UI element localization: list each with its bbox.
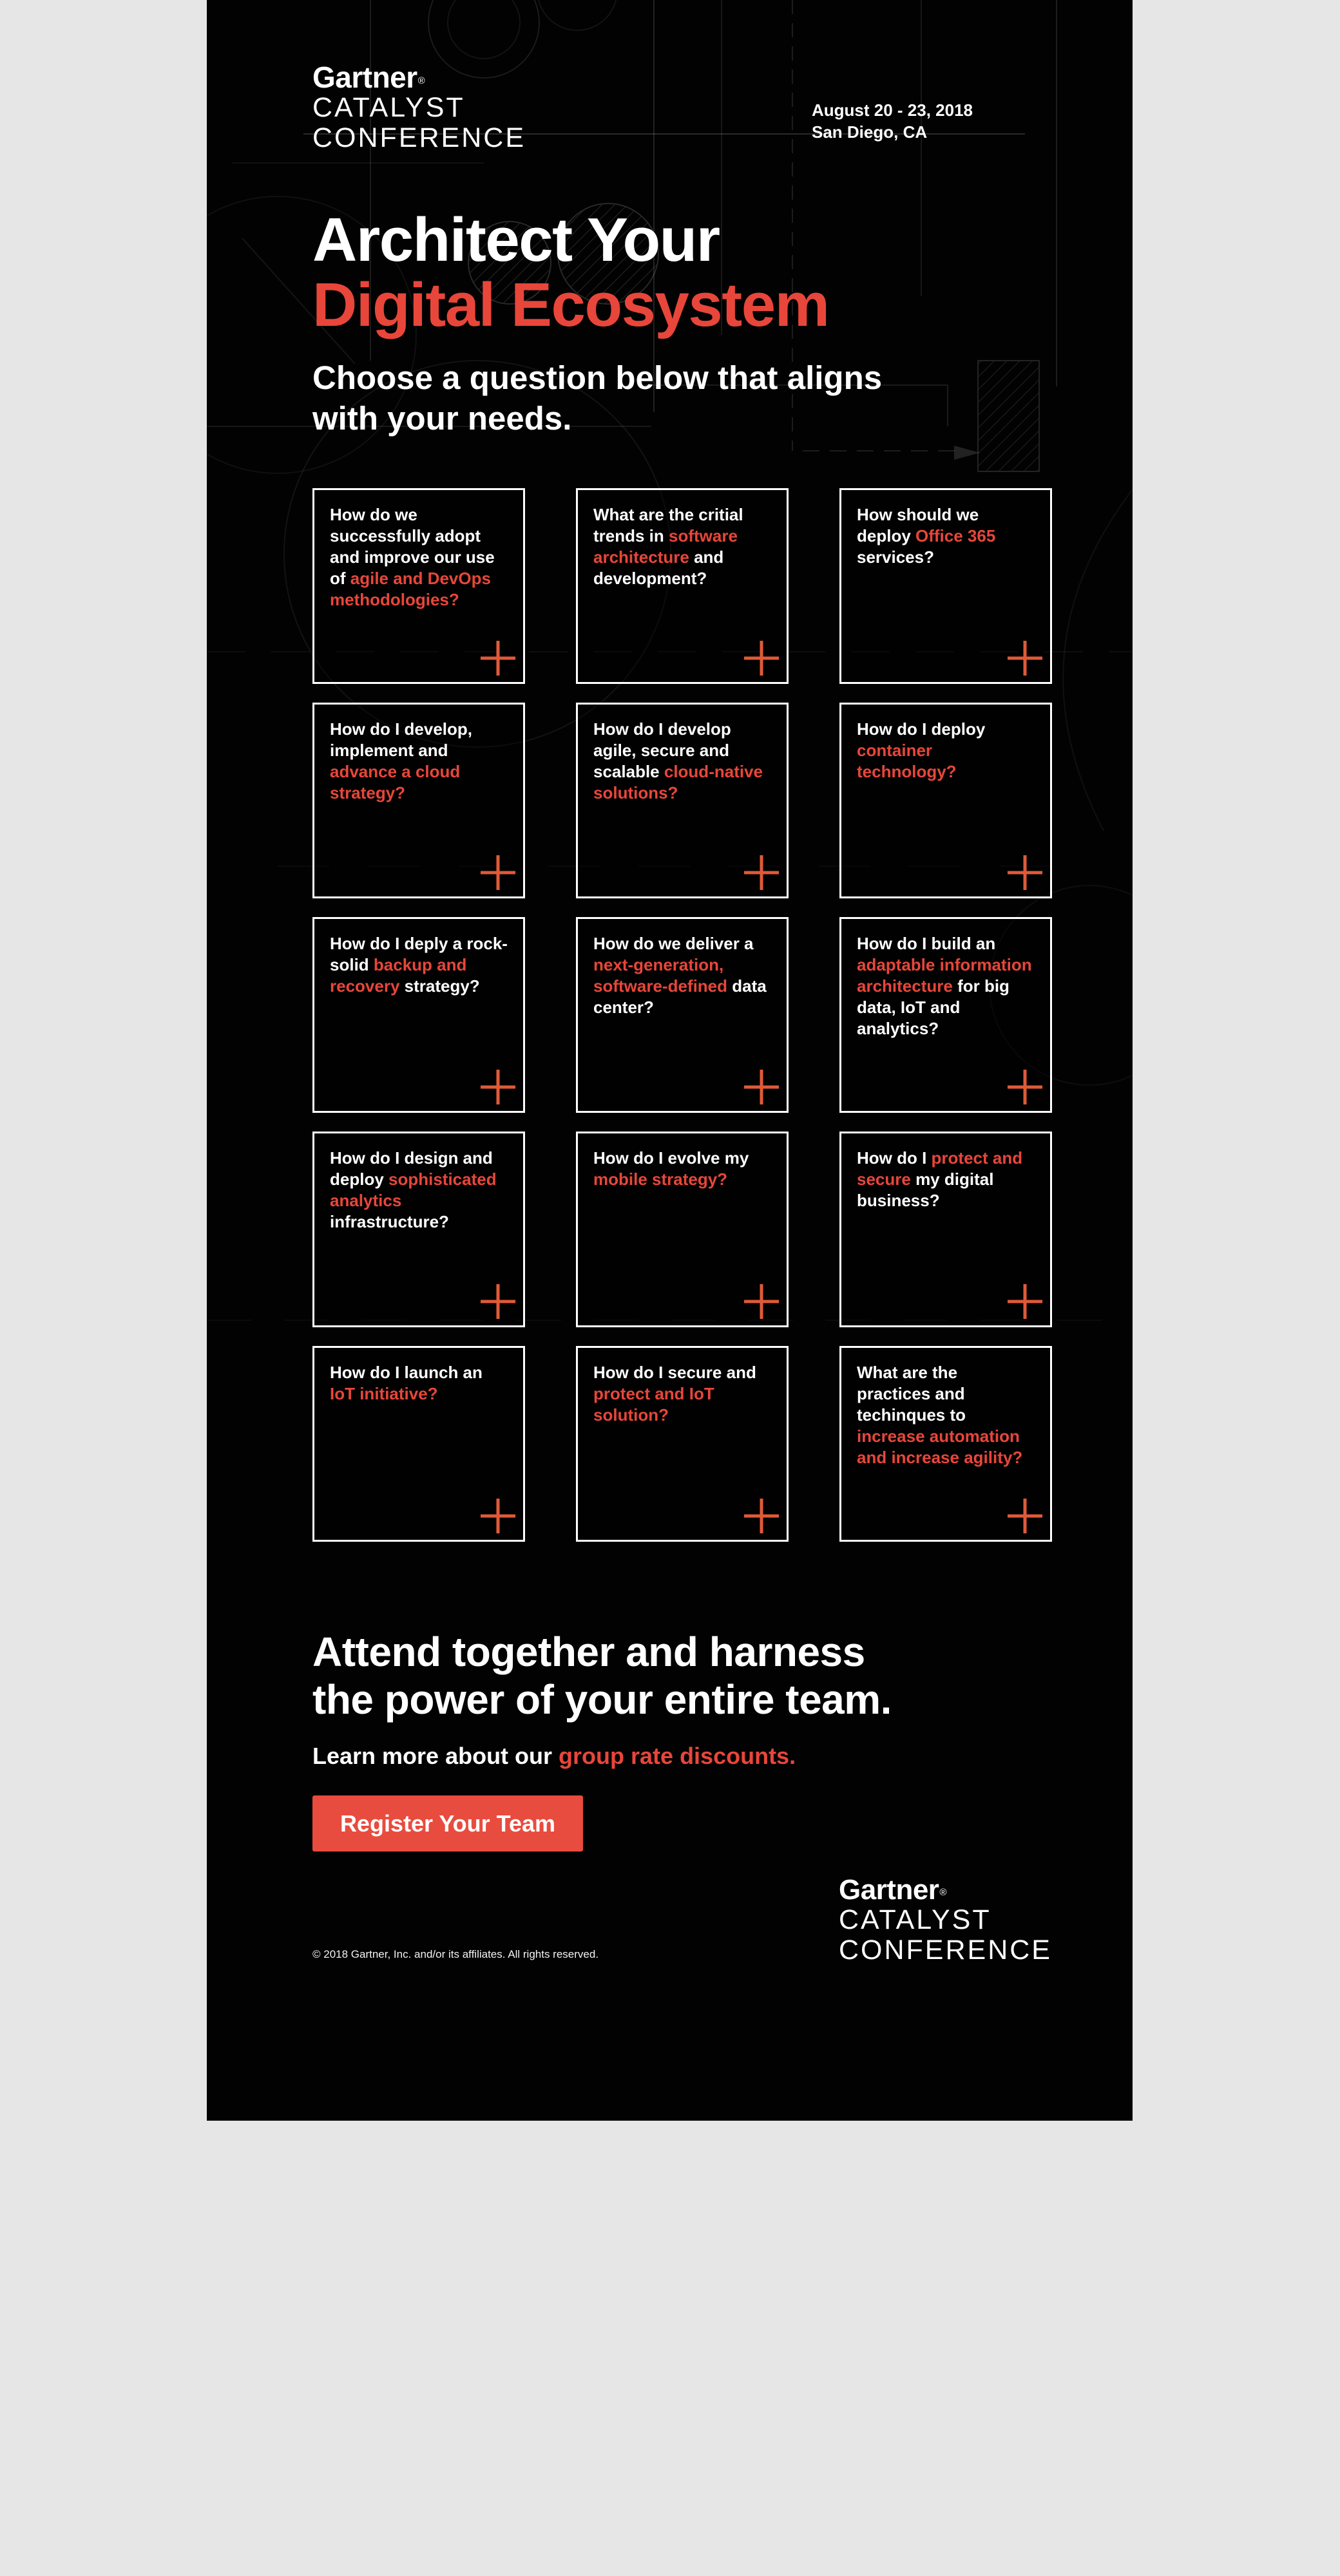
question-card[interactable] bbox=[312, 1346, 525, 1542]
question-card[interactable] bbox=[576, 703, 789, 898]
logo-line-catalyst: CATALYST bbox=[312, 92, 465, 123]
question-text-segment: container technology? bbox=[857, 741, 957, 782]
question-text bbox=[593, 1362, 771, 1426]
question-text-segment: How do I evolve my bbox=[593, 1148, 749, 1168]
plus-icon[interactable] bbox=[744, 855, 779, 890]
content bbox=[207, 0, 1133, 1965]
footer-logo-line-catalyst: CATALYST bbox=[838, 1904, 991, 1936]
plus-icon[interactable] bbox=[1008, 641, 1042, 676]
register-your-team-button[interactable]: Register Your Team bbox=[312, 1795, 583, 1852]
footer-registered-mark-icon: ® bbox=[939, 1887, 947, 1899]
copyright-notice: © 2018 Gartner, Inc. and/or its affiliates. All rights reserved. bbox=[312, 1948, 599, 1960]
question-text-segment: How do I develop agile, secure and scalable bbox=[593, 719, 731, 782]
logo-brand-text: Gartner bbox=[312, 61, 417, 94]
question-text bbox=[330, 504, 508, 611]
question-text-segment: How do I develop, implement and bbox=[330, 719, 473, 761]
question-text-segment: and development? bbox=[593, 547, 724, 589]
page-subtitle-line1: Choose a question below that aligns bbox=[312, 359, 883, 396]
question-text-segment: Office 365 bbox=[915, 526, 996, 546]
plus-icon[interactable] bbox=[481, 641, 515, 676]
question-text bbox=[330, 933, 508, 997]
question-card[interactable] bbox=[839, 1132, 1052, 1327]
plus-icon[interactable] bbox=[481, 1284, 515, 1319]
question-text bbox=[593, 1148, 771, 1190]
question-card[interactable] bbox=[576, 1346, 789, 1542]
footer bbox=[312, 1876, 1052, 1965]
question-text-segment: How do I deply a rock-solid bbox=[330, 934, 508, 975]
question-text-segment: How do I design and deploy bbox=[330, 1148, 493, 1189]
page-title-line1: Architect Your bbox=[312, 205, 720, 274]
plus-icon[interactable] bbox=[744, 1499, 779, 1533]
question-text-segment: cloud-native solutions? bbox=[593, 762, 763, 803]
question-text-segment: What are the practices and techinques to bbox=[857, 1363, 966, 1425]
footer-gartner-catalyst-logo bbox=[839, 1876, 1052, 1965]
question-card[interactable] bbox=[839, 488, 1052, 684]
question-card[interactable] bbox=[839, 917, 1052, 1113]
question-card[interactable] bbox=[312, 1132, 525, 1327]
page-background bbox=[207, 0, 1133, 2121]
event-date: August 20 - 23, 2018 bbox=[812, 100, 973, 120]
question-text bbox=[857, 1362, 1035, 1468]
question-text-segment: strategy? bbox=[399, 976, 480, 996]
event-date-location bbox=[812, 100, 973, 144]
plus-icon[interactable] bbox=[744, 1070, 779, 1104]
question-text-segment: my digital business? bbox=[857, 1170, 994, 1211]
learn-more-text: Learn more about our bbox=[312, 1743, 559, 1770]
question-text-segment: advance a cloud strategy? bbox=[330, 762, 461, 803]
question-text-segment: How do we successfully adopt and improve our use of bbox=[330, 505, 495, 589]
question-text bbox=[330, 1362, 508, 1405]
group-rate-discounts-link[interactable]: group rate discounts. bbox=[559, 1743, 796, 1770]
question-text-segment: for big data, IoT and analytics? bbox=[857, 976, 1010, 1039]
plus-icon[interactable] bbox=[481, 1070, 515, 1104]
plus-icon[interactable] bbox=[1008, 855, 1042, 890]
logo-line-conference: CONFERENCE bbox=[312, 122, 526, 153]
registered-mark-icon: ® bbox=[417, 75, 425, 86]
question-card[interactable] bbox=[839, 1346, 1052, 1542]
question-text-segment: How do I secure and bbox=[593, 1363, 756, 1383]
question-text-segment: next-generation, software-defined bbox=[593, 955, 728, 996]
question-text-segment: backup and recovery bbox=[330, 955, 467, 996]
question-grid bbox=[312, 488, 1052, 1542]
question-card[interactable] bbox=[839, 703, 1052, 898]
logo-brand bbox=[312, 62, 1052, 92]
plus-icon[interactable] bbox=[744, 641, 779, 676]
question-text-segment: protect and secure bbox=[857, 1148, 1023, 1189]
question-text-segment: mobile strategy? bbox=[593, 1170, 728, 1189]
question-text-segment: adaptable information architecture bbox=[857, 955, 1032, 996]
question-text-segment: infrastructure? bbox=[330, 1212, 449, 1232]
question-card[interactable] bbox=[312, 703, 525, 898]
page-title bbox=[312, 205, 1052, 339]
question-text-segment: sophisticated analytics bbox=[330, 1170, 497, 1211]
footer-logo-brand bbox=[839, 1876, 1052, 1904]
plus-icon[interactable] bbox=[1008, 1070, 1042, 1104]
question-text-segment: IoT initiative? bbox=[330, 1384, 438, 1404]
plus-icon[interactable] bbox=[481, 855, 515, 890]
question-text-segment: increase automation and increase agility? bbox=[857, 1426, 1023, 1468]
cta-learn-more bbox=[312, 1743, 1052, 1770]
page-title-line2: Digital Ecosystem bbox=[312, 270, 829, 339]
question-text-segment: What are the critial trends in bbox=[593, 505, 743, 546]
plus-icon[interactable] bbox=[1008, 1284, 1042, 1319]
footer-logo-line-conference: CONFERENCE bbox=[838, 1935, 1052, 1966]
cta-heading bbox=[312, 1629, 1052, 1723]
question-text-segment: How should we deploy bbox=[857, 505, 979, 546]
question-text-segment: data center? bbox=[593, 976, 767, 1018]
question-text-segment: How do I deploy bbox=[857, 719, 986, 739]
question-card[interactable] bbox=[312, 488, 525, 684]
plus-icon[interactable] bbox=[481, 1499, 515, 1533]
event-location: San Diego, CA bbox=[812, 122, 928, 142]
question-text-segment: protect and IoT solution? bbox=[593, 1384, 714, 1425]
question-text bbox=[593, 719, 771, 804]
plus-icon[interactable] bbox=[1008, 1499, 1042, 1533]
cta-heading-line2: the power of your entire team. bbox=[312, 1676, 892, 1723]
question-text bbox=[857, 933, 1035, 1039]
cta-heading-line1: Attend together and harness bbox=[312, 1629, 865, 1676]
question-text-segment: agile and DevOps methodologies? bbox=[330, 569, 491, 610]
question-text bbox=[593, 504, 771, 589]
question-text-segment: How do I launch an bbox=[330, 1363, 483, 1383]
question-text-segment: How do we deliver a bbox=[593, 934, 754, 954]
question-card[interactable] bbox=[576, 917, 789, 1113]
question-text bbox=[857, 1148, 1035, 1211]
question-text-segment: How do I build an bbox=[857, 934, 996, 954]
question-text bbox=[857, 719, 1035, 782]
question-text bbox=[330, 719, 508, 804]
plus-icon[interactable] bbox=[744, 1284, 779, 1319]
page-subtitle-line2: with your needs. bbox=[312, 400, 572, 437]
site-header bbox=[312, 0, 1052, 153]
question-text-segment: software architecture bbox=[593, 526, 738, 567]
question-card[interactable] bbox=[576, 1132, 789, 1327]
question-text bbox=[593, 933, 771, 1018]
question-text bbox=[857, 504, 1035, 568]
footer-logo-brand-text: Gartner bbox=[838, 1874, 939, 1906]
question-text-segment: services? bbox=[857, 547, 934, 567]
question-card[interactable] bbox=[312, 917, 525, 1113]
page-subtitle bbox=[312, 357, 1052, 440]
question-text bbox=[330, 1148, 508, 1233]
question-text-segment: How do I bbox=[857, 1148, 932, 1168]
question-card[interactable] bbox=[576, 488, 789, 684]
